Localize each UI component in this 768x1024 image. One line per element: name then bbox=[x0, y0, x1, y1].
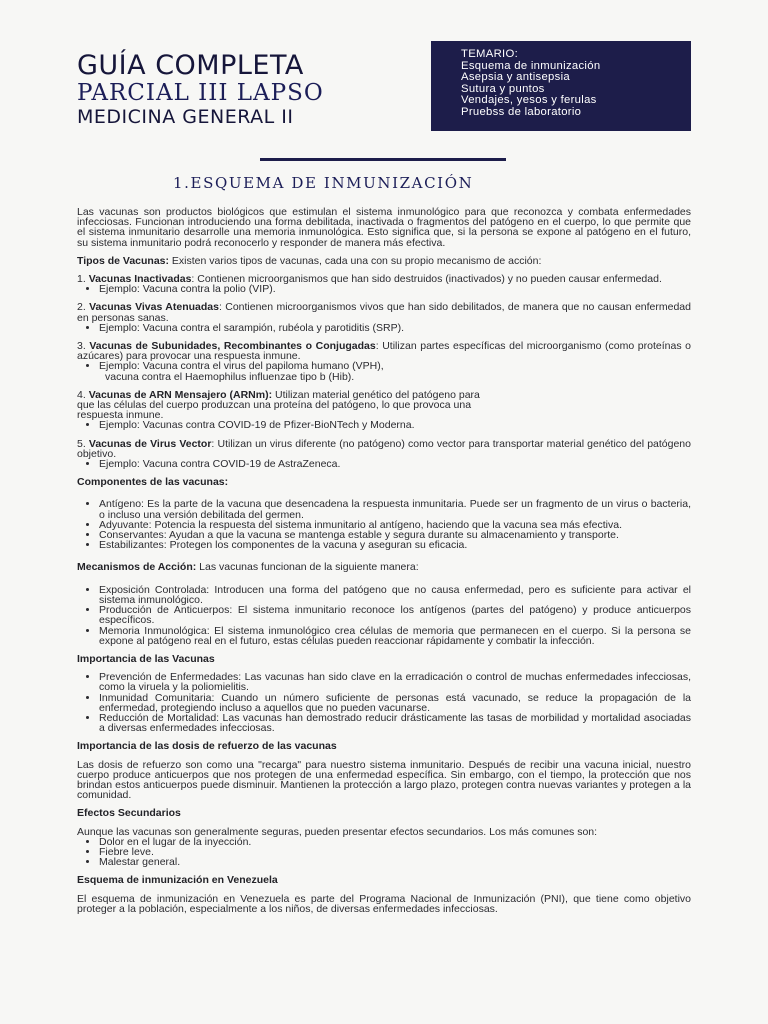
vaccine-type-2 bbox=[77, 302, 691, 322]
vaccine-type-5 bbox=[77, 439, 691, 459]
temario-item: Pruebss de laboratorio bbox=[461, 105, 582, 118]
list-number: 3. bbox=[77, 340, 90, 353]
list-item: • Fiebre leve. bbox=[99, 847, 691, 857]
componentes-heading-text: Componentes de las vacunas: bbox=[77, 476, 229, 489]
list-number: 2. bbox=[77, 301, 90, 314]
section-title-text: ESQUEMA DE INMUNIZACIÓN bbox=[190, 174, 474, 192]
list-item: • Producción de Anticuerpos: El sistema inmunitario reconoce los antígenos (partes del patógeno) y produce anticuerpos específicos. bbox=[99, 605, 691, 625]
tipos-text: Existen varios tipos de vacunas, cada una con su propio mecanismo de acción: bbox=[169, 254, 542, 267]
venezuela-heading bbox=[77, 875, 691, 885]
document-body bbox=[77, 207, 691, 914]
list-item: • Estabilizantes: Protegen los componentes de la vacuna y aseguran su eficacia. bbox=[99, 540, 691, 550]
vaccine-type-3 bbox=[77, 341, 691, 361]
temario-item: Asepsia y antisepsia bbox=[461, 71, 570, 84]
tipos-label: Tipos de Vacunas: bbox=[77, 254, 170, 267]
list-number: 5. bbox=[77, 437, 89, 450]
list-item: • Reducción de Mortalidad: Las vacunas han demostrado reducir drásticamente las tasas de morbilidad y mortalidad asociadas a diversas enfermedades infecciosas. bbox=[99, 713, 691, 733]
vaccine-type-name: Vacunas Inactivadas bbox=[88, 273, 192, 286]
refuerzo-heading-text: Importancia de las dosis de refuerzo de las vacunas bbox=[77, 740, 337, 753]
tipos-paragraph bbox=[77, 256, 691, 266]
refuerzo-paragraph: Las dosis de refuerzo son como una "recarga" para nuestro sistema inmunitario. Después de recibir una vacuna inicial, nuestro cuerpo produce anticuerpos que nos protegen de una enfermedad específica. Sin embargo, con el tiempo, la protección que nos brindan estos anticuerpos puede disminuir. Mantienen la protección a largo plazo, protegen contra nuevas variantes y protegen a la comunidad. bbox=[77, 758, 691, 802]
list-item: • Malestar general. bbox=[99, 857, 691, 867]
efectos-paragraph: Aunque las vacunas son generalmente seguras, pueden presentar efectos secundarios. Los más comunes son: bbox=[77, 825, 598, 838]
vaccine-type-4 bbox=[77, 390, 497, 421]
intro-paragraph: Las vacunas son productos biológicos que estimulan el sistema inmunológico para que reconozca y combata enfermedades infecciosas. Funcionan introduciendo una forma debilitada, inactivada o fragmentos del patógeno en el cuerpo, lo que permite que el sistema inmunitario desarrolle una memoria inmunológica. Esto significa que, si la persona se expone al patógeno en el futuro, su sistema inmunitario podrá reconocerlo y responder de manera más efectiva. bbox=[77, 206, 691, 249]
list-item: • Prevención de Enfermedades: Las vacunas han sido clave en la erradicación o control de muchas enfermedades infecciosas, como la viruela y la poliomielitis. bbox=[99, 672, 691, 692]
list-item: • Antígeno: Es la parte de la vacuna que desencadena la respuesta inmunitaria. Puede ser un fragmento de un virus o bacteria, o incluso una versión debilitada del germen. bbox=[99, 499, 691, 519]
list-number: 4. bbox=[77, 388, 89, 401]
list-item: • Exposición Controlada: Introducen una forma del patógeno que no causa enfermedad, pero es suficiente para activar el sistema inmunológico. bbox=[99, 585, 691, 605]
efectos-heading bbox=[77, 808, 691, 818]
vaccine-type-name: Vacunas de Virus Vector bbox=[88, 437, 212, 450]
temario-item: Vendajes, yesos y ferulas bbox=[461, 94, 597, 107]
title-line-1: GUÍA COMPLETA bbox=[77, 50, 304, 81]
list-item: • Inmunidad Comunitaria: Cuando un número suficiente de personas está vacunado, se reduce la propagación de la enfermedad, protegiendo incluso a aquellos que no pueden vacunarse. bbox=[99, 693, 691, 713]
list-item: • Ejemplo: Vacuna contra la polio (VIP). bbox=[99, 284, 691, 294]
list-item: • Ejemplo: Vacuna contra el virus del papiloma humano (VPH), bbox=[99, 361, 691, 371]
list-item: • Ejemplo: Vacuna contra el sarampión, rubéola y parotiditis (SRP). bbox=[99, 323, 691, 333]
venezuela-paragraph: El esquema de inmunización en Venezuela es parte del Programa Nacional de Inmunización (PNI), que tiene como objetivo proteger a la población, especialmente a los niños, de diversas enfermedades infecciosas. bbox=[77, 892, 691, 915]
document-title bbox=[77, 52, 324, 128]
vaccine-type-name: Vacunas de ARN Mensajero (ARNm): bbox=[88, 388, 273, 401]
list-item-continuation: vacuna contra el Haemophilus influenzae tipo b (Hib). bbox=[105, 370, 355, 383]
temario-heading: TEMARIO: bbox=[461, 48, 519, 60]
temario-item: Sutura y puntos bbox=[461, 82, 545, 95]
list-number: 1. bbox=[77, 273, 89, 286]
vaccine-type-name: Vacunas Vivas Atenuadas bbox=[89, 301, 219, 314]
importancia-heading bbox=[77, 654, 691, 664]
mecanismos-label: Mecanismos de Acción: bbox=[77, 561, 197, 574]
list-item: • Conservantes: Ayudan a que la vacuna se mantenga estable y segura durante su almacenamiento y transporte. bbox=[99, 530, 691, 540]
section-heading bbox=[173, 174, 633, 192]
vaccine-type-name: Vacunas de Subunidades, Recombinantes o Conjugadas bbox=[89, 340, 376, 353]
list-item: • Memoria Inmunológica: El sistema inmunológico crea células de memoria que permanecen en el cuerpo. Si la persona se expone al patógeno real en el futuro, estas células pueden reaccionar rápidamente y combatir la infección. bbox=[99, 626, 691, 646]
vaccine-type-desc: Utilizan material genético del patógeno para que las células del cuerpo produzcan una proteína del patógeno, lo que provoca una respuesta inmune. bbox=[77, 388, 480, 422]
vaccine-type-desc: : Contienen microorganismos vivos que han sido debilitados, de manera que no causan enfermedad en personas sanas. bbox=[77, 301, 691, 324]
vaccine-type-desc: : Utilizan un virus diferente (no patógeno) como vector para transportar material genético del patógeno objetivo. bbox=[77, 437, 691, 460]
refuerzo-heading bbox=[77, 741, 691, 751]
importancia-heading-text: Importancia de las Vacunas bbox=[77, 652, 215, 665]
list-item: • Adyuvante: Potencia la respuesta del sistema inmunitario al antígeno, haciendo que la vacuna sea más efectiva. bbox=[99, 520, 691, 530]
temario-box bbox=[431, 41, 691, 131]
list-item: • Dolor en el lugar de la inyección. bbox=[99, 837, 691, 847]
list-item: • Ejemplo: Vacuna contra COVID-19 de AstraZeneca. bbox=[99, 459, 691, 469]
venezuela-heading-text: Esquema de inmunización en Venezuela bbox=[77, 874, 278, 887]
list-item: • Ejemplo: Vacunas contra COVID-19 de Pfizer-BioNTech y Moderna. bbox=[99, 420, 691, 430]
title-line-2: PARCIAL III LAPSO bbox=[77, 80, 324, 106]
vaccine-type-desc: : Utilizan partes específicas del microorganismo (como proteínas o azúcares) para provocar una respuesta inmune. bbox=[77, 340, 691, 363]
header-divider bbox=[260, 158, 506, 161]
mecanismos-text: Las vacunas funcionan de la siguiente manera: bbox=[196, 561, 419, 574]
componentes-heading bbox=[77, 477, 691, 487]
efectos-heading-text: Efectos Secundarios bbox=[77, 807, 181, 820]
temario-item: Esquema de inmunización bbox=[461, 59, 601, 72]
section-number: 1. bbox=[173, 174, 191, 192]
mecanismos-paragraph bbox=[77, 562, 691, 572]
vaccine-type-desc: : Contienen microorganismos que han sido destruidos (inactivados) y no pueden causar enfermedad. bbox=[191, 273, 662, 286]
title-line-3: MEDICINA GENERAL II bbox=[77, 106, 294, 128]
